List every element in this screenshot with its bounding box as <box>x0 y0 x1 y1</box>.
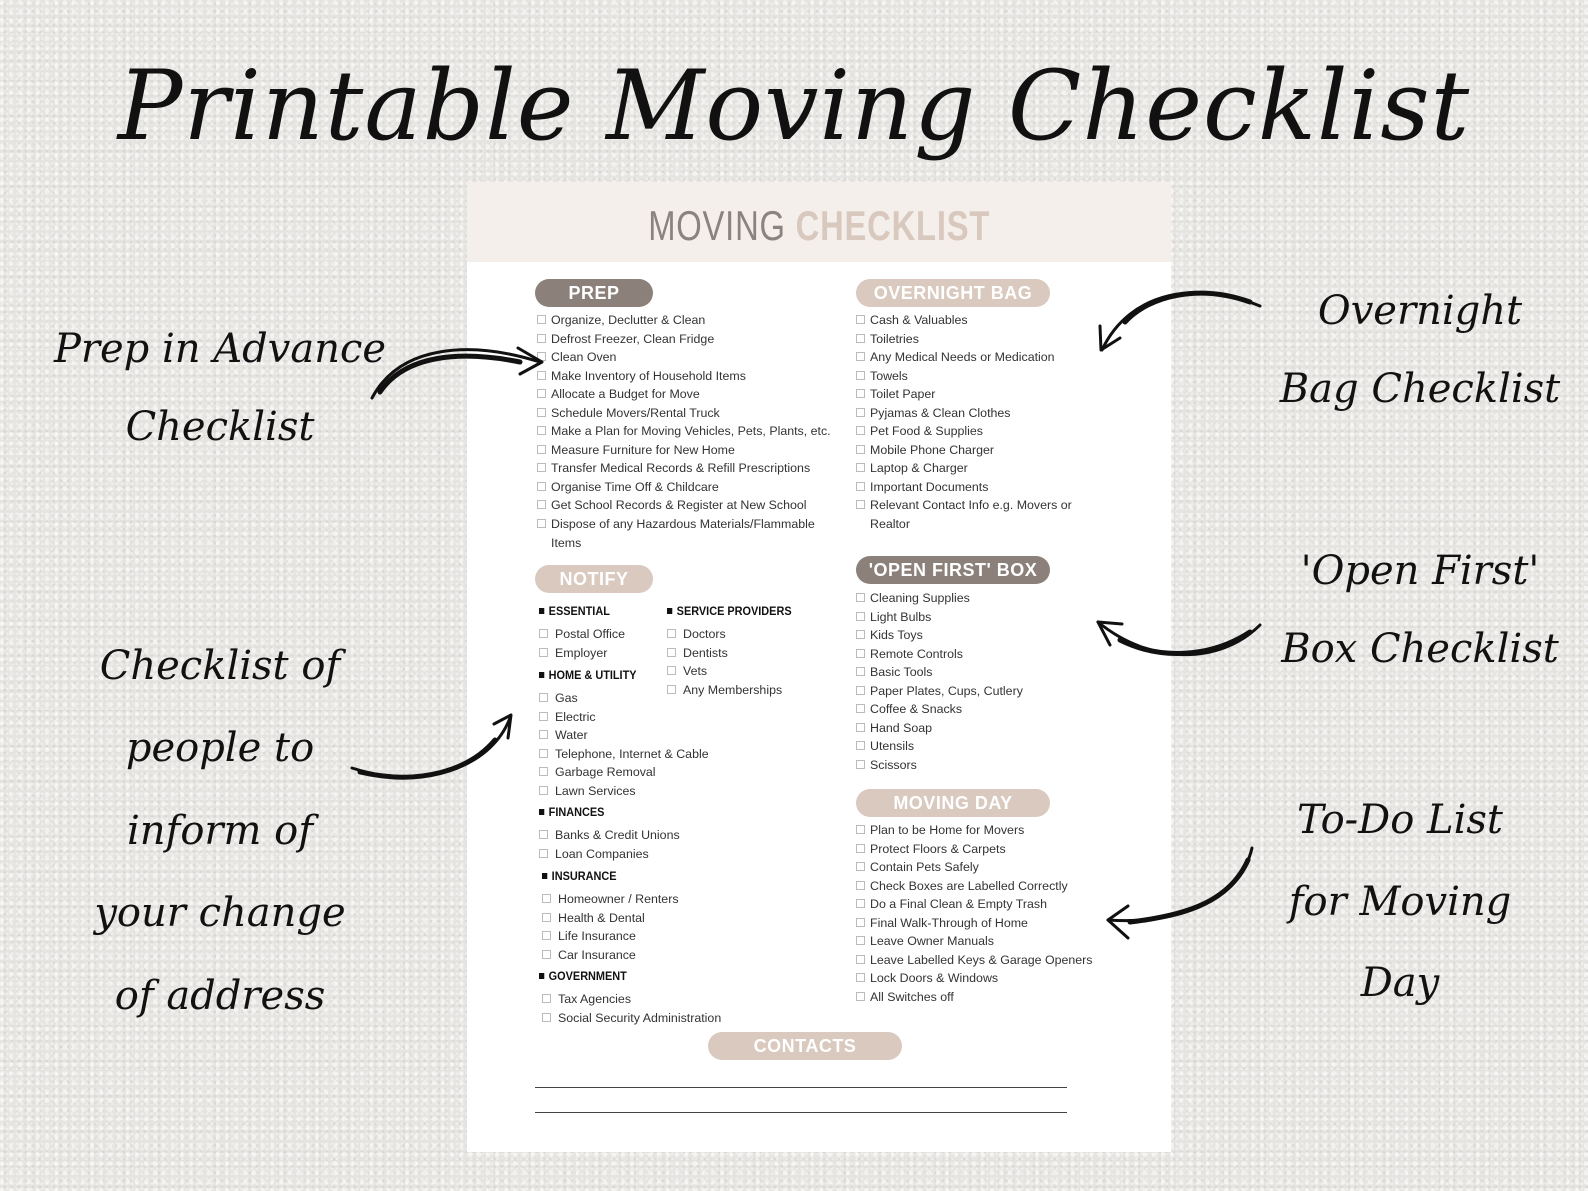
checkbox[interactable] <box>537 315 546 324</box>
subheading-insurance: INSURANCE <box>542 869 617 883</box>
annotation-line: Bag Checklist <box>1279 366 1561 412</box>
list-item[interactable]: Get School Records & Register at New School <box>537 496 847 515</box>
list-item[interactable]: Electric <box>539 708 709 727</box>
service-providers-list <box>667 625 782 699</box>
section-label-notify: NOTIFY <box>535 565 653 593</box>
list-item[interactable]: Do a Final Clean & Empty Trash <box>856 895 1116 914</box>
checkbox[interactable] <box>667 685 676 694</box>
checkbox[interactable] <box>856 955 865 964</box>
list-item[interactable]: Utensils <box>856 737 1106 756</box>
annotation-overnight <box>1270 272 1570 428</box>
checkbox[interactable] <box>856 352 865 361</box>
subheading-service-providers: SERVICE PROVIDERS <box>667 604 792 618</box>
checkbox[interactable] <box>537 482 546 491</box>
annotation-line: people to <box>125 725 315 772</box>
list-item[interactable]: Allocate a Budget for Move <box>537 385 847 404</box>
list-item[interactable]: Vets <box>667 662 782 681</box>
list-item[interactable]: Cash & Valuables <box>856 311 1106 330</box>
checkbox[interactable] <box>667 629 676 638</box>
checkbox[interactable] <box>856 612 865 621</box>
section-label-contacts: CONTACTS <box>708 1032 902 1060</box>
overnight-bag-list <box>856 311 1106 533</box>
annotation-line: To-Do List <box>1297 797 1503 843</box>
checkbox[interactable] <box>856 992 865 1001</box>
checkbox[interactable] <box>537 334 546 343</box>
checkbox[interactable] <box>856 408 865 417</box>
list-item[interactable]: Life Insurance <box>542 927 679 946</box>
checkbox[interactable] <box>539 749 548 758</box>
list-item[interactable]: Important Documents <box>856 478 1106 497</box>
list-item[interactable]: Schedule Movers/Rental Truck <box>537 404 847 423</box>
checkbox[interactable] <box>856 389 865 398</box>
annotation-line: Checklist <box>125 404 315 450</box>
bullet-icon <box>667 608 672 614</box>
subheading-government: GOVERNMENT <box>539 969 627 983</box>
annotation-line: Day <box>1360 960 1440 1007</box>
checklist-document <box>467 182 1171 1152</box>
annotation-line: 'Open First' <box>1300 548 1540 594</box>
checkbox[interactable] <box>667 666 676 675</box>
list-item[interactable]: Lock Doors & Windows <box>856 969 1116 988</box>
section-label-overnight-bag: OVERNIGHT BAG <box>856 279 1050 307</box>
contact-line[interactable] <box>535 1112 1067 1113</box>
subheading-essential: ESSENTIAL <box>539 604 610 618</box>
checkbox[interactable] <box>537 519 546 528</box>
list-item[interactable]: Protect Floors & Carpets <box>856 840 1116 859</box>
list-item[interactable]: Homeowner / Renters <box>542 890 679 909</box>
list-item[interactable]: Banks & Credit Unions <box>539 826 680 845</box>
list-item[interactable]: Leave Owner Manuals <box>856 932 1116 951</box>
list-item[interactable]: Garbage Removal <box>539 763 709 782</box>
list-item[interactable]: Check Boxes are Labelled Correctly <box>856 877 1116 896</box>
checkbox[interactable] <box>856 899 865 908</box>
essential-list <box>539 625 625 662</box>
checkbox[interactable] <box>856 881 865 890</box>
prep-list <box>537 311 847 552</box>
list-item[interactable]: Towels <box>856 367 1106 386</box>
subheading-home-utility: HOME & UTILITY <box>539 668 637 682</box>
checkbox[interactable] <box>542 994 551 1003</box>
list-item[interactable]: Loan Companies <box>539 845 680 864</box>
list-item[interactable]: Dentists <box>667 644 782 663</box>
list-item[interactable]: Any Memberships <box>667 681 782 700</box>
checkbox[interactable] <box>856 426 865 435</box>
checkbox[interactable] <box>856 825 865 834</box>
bullet-icon <box>542 873 547 879</box>
checkbox[interactable] <box>856 334 865 343</box>
checkbox[interactable] <box>537 463 546 472</box>
list-item[interactable]: Light Bulbs <box>856 608 1106 627</box>
list-item[interactable]: Clean Oven <box>537 348 847 367</box>
list-item[interactable]: Water <box>539 726 709 745</box>
checkbox[interactable] <box>542 1013 551 1022</box>
bullet-icon <box>539 672 544 678</box>
checkbox[interactable] <box>537 408 546 417</box>
section-label-prep: PREP <box>535 279 653 307</box>
list-item[interactable]: Pet Food & Supplies <box>856 422 1106 441</box>
checkbox[interactable] <box>537 445 546 454</box>
checkbox[interactable] <box>856 862 865 871</box>
checkbox[interactable] <box>539 730 548 739</box>
checkbox[interactable] <box>667 648 676 657</box>
checkbox[interactable] <box>539 648 548 657</box>
list-item[interactable]: All Switches off <box>856 988 1116 1007</box>
annotation-line: your change <box>94 890 346 937</box>
list-item[interactable]: Transfer Medical Records & Refill Prescriptions <box>537 459 847 478</box>
list-item[interactable]: Make Inventory of Household Items <box>537 367 847 386</box>
checkbox[interactable] <box>542 931 551 940</box>
checkbox[interactable] <box>856 371 865 380</box>
checkbox[interactable] <box>537 371 546 380</box>
main-title: Printable Moving Checklist <box>117 50 1471 162</box>
document-header <box>467 182 1171 262</box>
list-item[interactable]: Defrost Freezer, Clean Fridge <box>537 330 847 349</box>
checkbox[interactable] <box>542 950 551 959</box>
checkbox[interactable] <box>537 352 546 361</box>
bullet-icon <box>539 973 544 979</box>
checkbox[interactable] <box>856 918 865 927</box>
bullet-icon <box>539 608 544 614</box>
contact-line[interactable] <box>535 1087 1067 1088</box>
moving-day-list <box>856 821 1116 1006</box>
annotation-line: for Moving <box>1288 878 1512 925</box>
checkbox[interactable] <box>539 767 548 776</box>
list-item[interactable]: Car Insurance <box>542 946 679 965</box>
finances-list <box>539 826 680 863</box>
list-item[interactable]: Leave Labelled Keys & Garage Openers <box>856 951 1116 970</box>
list-item[interactable]: Contain Pets Safely <box>856 858 1116 877</box>
annotation-moving-day <box>1250 780 1550 1025</box>
list-item[interactable]: Make a Plan for Moving Vehicles, Pets, Plants, etc. <box>537 422 847 441</box>
list-item[interactable]: Basic Tools <box>856 663 1106 682</box>
list-item[interactable]: Social Security Administration <box>542 1009 721 1028</box>
list-item[interactable]: Pyjamas & Clean Clothes <box>856 404 1106 423</box>
checkbox[interactable] <box>856 844 865 853</box>
checkbox[interactable] <box>856 463 865 472</box>
list-item[interactable]: Dispose of any Hazardous Materials/Flammable Items <box>537 515 847 552</box>
checkbox[interactable] <box>539 629 548 638</box>
checkbox[interactable] <box>856 630 865 639</box>
list-item[interactable]: Hand Soap <box>856 719 1106 738</box>
checkbox[interactable] <box>542 913 551 922</box>
list-item[interactable]: Scissors <box>856 756 1106 775</box>
list-item[interactable]: Mobile Phone Charger <box>856 441 1106 460</box>
subheading-finances: FINANCES <box>539 805 604 819</box>
document-title <box>648 202 990 250</box>
checkbox[interactable] <box>856 741 865 750</box>
annotation-line: Checklist of <box>99 643 341 689</box>
checkbox[interactable] <box>856 482 865 491</box>
title-part-1: MOVING <box>648 202 786 249</box>
checkbox[interactable] <box>856 686 865 695</box>
list-item[interactable]: Toiletries <box>856 330 1106 349</box>
list-item[interactable]: Coffee & Snacks <box>856 700 1106 719</box>
checkbox[interactable] <box>856 649 865 658</box>
list-item[interactable]: Lawn Services <box>539 782 709 801</box>
list-item[interactable]: Any Medical Needs or Medication <box>856 348 1106 367</box>
checkbox[interactable] <box>856 500 865 509</box>
list-item[interactable]: Organize, Declutter & Clean <box>537 311 847 330</box>
list-item[interactable]: Laptop & Charger <box>856 459 1106 478</box>
checkbox[interactable] <box>539 712 548 721</box>
checkbox[interactable] <box>537 426 546 435</box>
checkbox[interactable] <box>539 849 548 858</box>
annotation-notify <box>50 625 390 1037</box>
checkbox[interactable] <box>542 894 551 903</box>
list-item[interactable]: Plan to be Home for Movers <box>856 821 1116 840</box>
checkbox[interactable] <box>856 315 865 324</box>
checkbox[interactable] <box>537 500 546 509</box>
checkbox[interactable] <box>856 704 865 713</box>
bullet-icon <box>539 809 544 815</box>
list-item[interactable]: Paper Plates, Cups, Cutlery <box>856 682 1106 701</box>
list-item[interactable]: Health & Dental <box>542 909 679 928</box>
list-item[interactable]: Measure Furniture for New Home <box>537 441 847 460</box>
annotation-line: Prep in Advance <box>53 326 387 372</box>
checkbox[interactable] <box>856 723 865 732</box>
checkbox[interactable] <box>856 667 865 676</box>
government-list <box>542 990 721 1027</box>
checkbox[interactable] <box>856 973 865 982</box>
checkbox[interactable] <box>856 593 865 602</box>
checkbox[interactable] <box>539 693 548 702</box>
list-item[interactable]: Gas <box>539 689 709 708</box>
annotation-line: of address <box>114 972 326 1019</box>
list-item[interactable]: Remote Controls <box>856 645 1106 664</box>
title-part-2: CHECKLIST <box>795 202 990 249</box>
open-first-box-list <box>856 589 1106 774</box>
list-item[interactable]: Kids Toys <box>856 626 1106 645</box>
checkbox[interactable] <box>856 760 865 769</box>
list-item[interactable]: Tax Agencies <box>542 990 721 1009</box>
home-utility-list <box>539 689 709 800</box>
insurance-list <box>542 890 679 964</box>
section-label-open-first-box: 'OPEN FIRST' BOX <box>856 556 1050 584</box>
list-item[interactable]: Doctors <box>667 625 782 644</box>
list-item[interactable]: Cleaning Supplies <box>856 589 1106 608</box>
annotation-prep <box>40 310 400 466</box>
list-item[interactable]: Final Walk-Through of Home <box>856 914 1116 933</box>
checkbox[interactable] <box>539 786 548 795</box>
checkbox[interactable] <box>539 830 548 839</box>
checkbox[interactable] <box>537 389 546 398</box>
list-item[interactable]: Toilet Paper <box>856 385 1106 404</box>
annotation-line: inform of <box>126 807 314 854</box>
checkbox[interactable] <box>856 936 865 945</box>
list-item[interactable]: Organise Time Off & Childcare <box>537 478 847 497</box>
annotation-open-first <box>1270 532 1570 688</box>
section-label-moving-day: MOVING DAY <box>856 789 1050 817</box>
annotation-line: Box Checklist <box>1281 626 1559 672</box>
list-item[interactable]: Relevant Contact Info e.g. Movers or Realtor <box>856 496 1106 533</box>
checkbox[interactable] <box>856 445 865 454</box>
list-item[interactable]: Telephone, Internet & Cable <box>539 745 709 764</box>
list-item[interactable]: Postal Office <box>539 625 625 644</box>
annotation-line: Overnight <box>1317 288 1523 334</box>
list-item[interactable]: Employer <box>539 644 625 663</box>
